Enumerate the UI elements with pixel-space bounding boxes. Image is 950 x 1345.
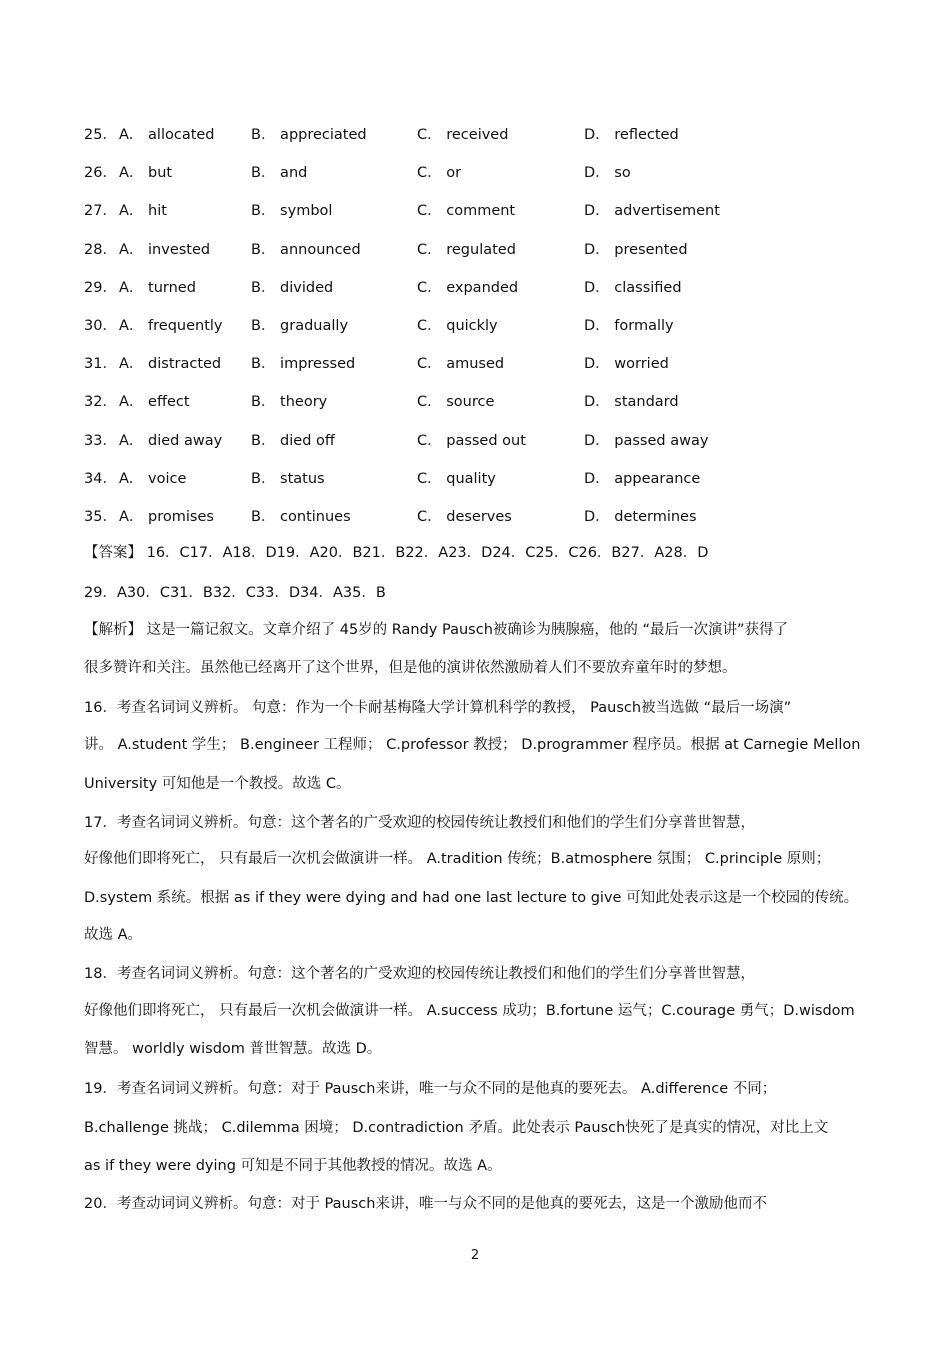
option-table: [84, 124, 904, 544]
question-number: 26．: [84, 165, 117, 182]
option-c: C． amused: [417, 356, 505, 373]
option-a: A． died away: [119, 432, 223, 449]
option-d: D． reflected: [584, 127, 679, 143]
option-d: D． determines: [584, 508, 697, 525]
option-d: D． formally: [584, 317, 674, 334]
option-b: B． continues: [251, 508, 351, 525]
answer-key-line: 【答案】 16．C17．A18．D19．A20．B21．B22．A23．D24．C25．C26．B27．A28．D: [84, 545, 709, 561]
option-c: C． deserves: [417, 508, 512, 525]
option-a: A． allocated: [119, 127, 215, 143]
question-row: [84, 162, 904, 200]
analysis-line: 18．考查名词词义辨析。句意：这个著名的广受欢迎的校园传统让教授们和他们的学生们分享普世智慧，: [84, 966, 755, 982]
option-b: B． gradually: [251, 317, 349, 334]
option-b: B． died off: [251, 432, 335, 449]
analysis-line: as if they were dying 可知是不同于其他教授的情况。故选 A。: [84, 1158, 502, 1174]
option-b: B． appreciated: [251, 127, 367, 143]
option-c: C． or: [417, 165, 462, 182]
option-d: D． classified: [584, 279, 682, 296]
option-a: A． but: [119, 165, 173, 182]
option-c: C． expanded: [417, 279, 519, 296]
analysis-line: 故选 A。: [84, 927, 143, 943]
option-d: D． standard: [584, 394, 679, 411]
analysis-line: 很多赞许和关注。虽然他已经离开了这个世界，但是他的演讲依然激励着人们不要放弃童年时的梦想。: [84, 660, 737, 676]
option-b: B． theory: [251, 394, 328, 411]
analysis-line: 智慧。 worldly wisdom 普世智慧。故选 D。: [84, 1041, 382, 1057]
question-number: 29．: [84, 279, 117, 296]
analysis-line: D.system 系统。根据 as if they were dying and had one last lecture to give 可知此处表示这是一个校园的传统。: [84, 890, 859, 906]
question-number: 30．: [84, 317, 117, 334]
option-b: B． symbol: [251, 203, 333, 220]
option-a: A． frequently: [119, 317, 223, 334]
question-number: 34．: [84, 470, 117, 487]
analysis-line: University 可知他是一个教授。故选 C。: [84, 776, 351, 792]
option-b: B． status: [251, 470, 325, 487]
option-d: D． worried: [584, 356, 669, 373]
analysis-line: 20．考查动词词义辨析。句意：对于 Pausch来讲，唯一与众不同的是他真的要死去，这是一个激励他而不: [84, 1196, 767, 1212]
analysis-line: 好像他们即将死亡， 只有最后一次机会做演讲一样。 A.tradition 传统；B.atmosphere 氛围； C.principle 原则；: [84, 851, 831, 867]
option-c: C． received: [417, 127, 509, 143]
question-row: [84, 430, 904, 468]
option-c: C． quality: [417, 470, 496, 487]
analysis-line: 17．考查名词词义辨析。句意：这个著名的广受欢迎的校园传统让教授们和他们的学生们分享普世智慧，: [84, 815, 755, 831]
analysis-line: 16．考查名词词义辨析。 句意：作为一个卡耐基梅隆大学计算机科学的教授， Pausch被当选做 “最后一场演”: [84, 700, 792, 716]
question-number: 35．: [84, 508, 117, 525]
option-a: A． effect: [119, 394, 190, 411]
analysis-line: 讲。 A.student 学生； B.engineer 工程师； C.professor 教授； D.programmer 程序员。根据 at Carnegie Mellon: [84, 737, 861, 753]
question-number: 25．: [84, 127, 117, 143]
question-number: 31．: [84, 356, 117, 373]
option-a: A． turned: [119, 279, 196, 296]
question-row: [84, 468, 904, 506]
option-b: B． divided: [251, 279, 334, 296]
question-row: [84, 124, 904, 162]
analysis-line: 好像他们即将死亡， 只有最后一次机会做演讲一样。 A.success 成功；B.fortune 运气；C.courage 勇气；D.wisdom: [84, 1003, 855, 1019]
option-c: C． regulated: [417, 241, 516, 258]
option-a: A． hit: [119, 203, 167, 220]
option-a: A． invested: [119, 241, 211, 258]
option-d: D． appearance: [584, 470, 701, 487]
option-c: C． comment: [417, 203, 516, 220]
question-row: [84, 391, 904, 429]
option-d: D． advertisement: [584, 203, 720, 220]
analysis-line: 19．考查名词词义辨析。句意：对于 Pausch来讲，唯一与众不同的是他真的要死去。 A.difference 不同；: [84, 1081, 777, 1097]
question-number: 32．: [84, 394, 117, 411]
option-a: A． voice: [119, 470, 187, 487]
question-row: [84, 200, 904, 238]
question-number: 27．: [84, 203, 117, 220]
option-a: A． promises: [119, 508, 214, 525]
analysis-line: B.challenge 挑战； C.dilemma 困境； D.contradiction 矛盾。此处表示 Pausch快死了是真实的情况，对比上文: [84, 1120, 829, 1136]
option-d: D． passed away: [584, 432, 709, 449]
answer-key-line: 29．A30．C31．B32．C33．D34．A35．B: [84, 585, 386, 601]
question-row: [84, 277, 904, 315]
option-d: D． presented: [584, 241, 688, 258]
question-number: 33．: [84, 432, 117, 449]
option-c: C． source: [417, 394, 495, 411]
page-number: 2: [470, 1248, 480, 1263]
option-d: D． so: [584, 165, 631, 182]
option-b: B． impressed: [251, 356, 356, 373]
option-b: B． announced: [251, 241, 361, 258]
question-row: [84, 239, 904, 277]
option-c: C． quickly: [417, 317, 498, 334]
question-row: [84, 315, 904, 353]
option-a: A． distracted: [119, 356, 222, 373]
analysis-line: 【解析】 这是一篇记叙文。文章介绍了 45岁的 Randy Pausch被确诊为胰腺癌，他的 “最后一次演讲”获得了: [84, 622, 789, 638]
option-c: C． passed out: [417, 432, 526, 449]
question-row: [84, 506, 904, 544]
option-b: B． and: [251, 165, 308, 182]
question-row: [84, 353, 904, 391]
question-number: 28．: [84, 241, 117, 258]
